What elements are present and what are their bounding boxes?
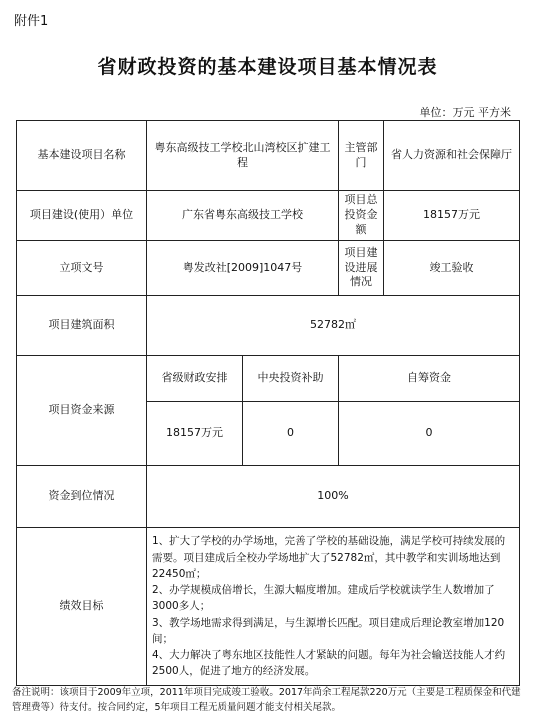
fund-source-label: 项目资金来源 <box>17 356 147 466</box>
table-row <box>17 356 520 402</box>
project-info-table <box>16 120 520 686</box>
fund-header-provincial: 省级财政安排 <box>147 356 243 402</box>
performance-line: 3、教学场地需求得到满足，与生源增长匹配。项目建成后理论教室增加120间； <box>152 616 505 645</box>
fund-value-central: 0 <box>243 402 339 466</box>
project-name-value: 粤东高级技工学校北山湾校区扩建工程 <box>147 121 339 191</box>
approval-number-value: 粤发改社[2009]1047号 <box>147 241 339 296</box>
table-row <box>17 241 520 296</box>
fund-header-central: 中央投资补助 <box>243 356 339 402</box>
total-investment-value: 18157万元 <box>384 191 520 241</box>
fund-header-self: 自筹资金 <box>339 356 520 402</box>
fund-value-self: 0 <box>339 402 520 466</box>
performance-value <box>147 528 520 686</box>
fund-arrival-label: 资金到位情况 <box>17 466 147 528</box>
floor-area-value: 52782㎡ <box>147 296 520 356</box>
table-row <box>17 466 520 528</box>
total-investment-label: 项目总投资金额 <box>339 191 384 241</box>
performance-line: 1、扩大了学校的办学场地，完善了学校的基础设施，满足学校可持续发展的需要。项目建成后全校办学场地扩大了52782㎡，其中教学和实训场地达到22450㎡； <box>152 535 506 580</box>
fund-value-provincial: 18157万元 <box>147 402 243 466</box>
performance-line: 4、大力解决了粤东地区技能性人才紧缺的问题。每年为社会输送技能人才约2500人，促进了地方的经济发展。 <box>152 649 506 678</box>
document-title: 省财政投资的基本建设项目基本情况表 <box>97 56 438 78</box>
project-name-label: 基本建设项目名称 <box>17 121 147 191</box>
unit-label: 单位：万元 平方米 <box>419 106 511 119</box>
table-row <box>17 528 520 686</box>
progress-label: 项目建设进展情况 <box>339 241 384 296</box>
progress-value: 竣工验收 <box>384 241 520 296</box>
table-row <box>17 121 520 191</box>
table-row <box>17 296 520 356</box>
performance-line: 2、办学规模成倍增长，生源大幅度增加。建成后学校就读学生人数增加了3000多人； <box>152 584 495 613</box>
table-row <box>17 191 520 241</box>
footnote: 备注说明：该项目于2009年立项，2011年项目完成竣工验收。2017年尚余工程尾款220万元（主要是工程质保金和代建管理费等）待支付。按合同约定，5年项目工程无质量问题才能支付相关尾款。 <box>12 687 521 713</box>
unit-name-label: 项目建设(使用）单位 <box>17 191 147 241</box>
department-label: 主管部门 <box>339 121 384 191</box>
attachment-label: 附件1 <box>14 14 49 29</box>
approval-number-label: 立项文号 <box>17 241 147 296</box>
fund-arrival-value: 100% <box>147 466 520 528</box>
floor-area-label: 项目建筑面积 <box>17 296 147 356</box>
unit-name-value: 广东省粤东高级技工学校 <box>147 191 339 241</box>
performance-label: 绩效目标 <box>17 528 147 686</box>
department-value: 省人力资源和社会保障厅 <box>384 121 520 191</box>
